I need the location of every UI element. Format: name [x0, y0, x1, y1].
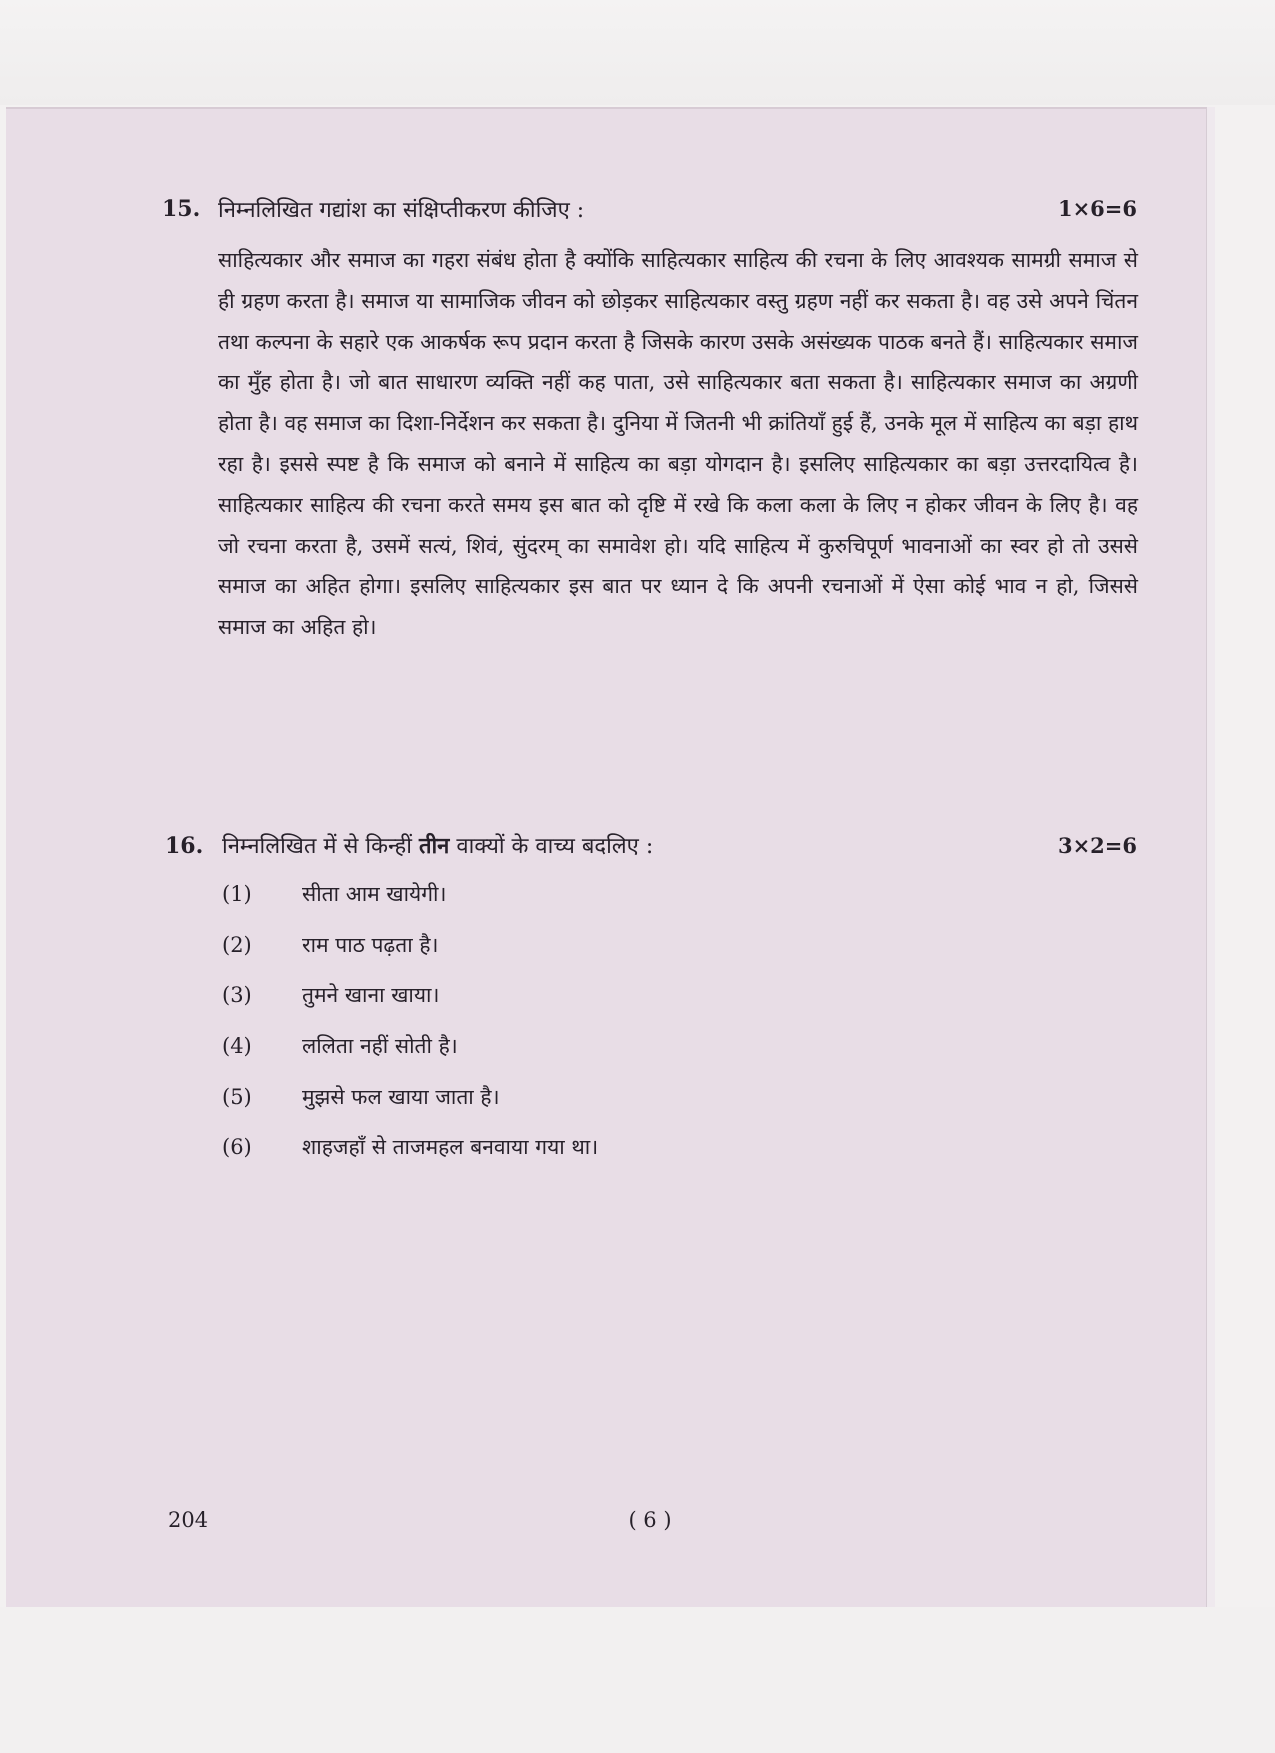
- question-16-instruction: [222, 830, 653, 860]
- list-item: [222, 981, 598, 1032]
- question-16-number: 16.: [165, 833, 204, 859]
- question-16-sentence-list: [222, 880, 598, 1184]
- list-item: [222, 931, 598, 982]
- list-item: [222, 1032, 598, 1083]
- question-15-number: 15.: [162, 196, 201, 222]
- item-number: (5): [222, 1084, 252, 1109]
- list-item: [222, 1133, 598, 1184]
- question-15-marks: 1×6=6: [1057, 196, 1137, 221]
- item-number: (3): [222, 983, 252, 1008]
- question-16-instruction-end: वाक्यों के वाच्य बदलिए :: [449, 834, 654, 859]
- page-number: ( 6 ): [628, 1508, 672, 1532]
- item-number: (6): [222, 1135, 252, 1160]
- item-number: (4): [222, 1034, 252, 1059]
- item-sentence: सीता आम खायेगी।: [302, 882, 447, 906]
- question-15-passage: साहित्यकार और समाज का गहरा संबंध होता है क्योंकि साहित्यकार साहित्य की रचना के लिए आवश्यक सामग्री समाज से ही ग्रहण करता है। समाज या सामाजिक जीवन को छोड़कर साहित्यकार वस्तु ग्रहण नहीं कर सकता है। वह उसे अपने चिंतन तथा कल्पना के सहारे एक आकर्षक रूप प्रदान करता है जिसके कारण उसके असंख्यक पाठक बनते हैं। साहित्यकार समाज का मुँह होता है। जो बात साधारण व्यक्ति नहीं कह पाता, उसे साहित्यकार बता सकता है। साहित्यकार समाज का अग्रणी होता है। वह समाज का दिशा-निर्देशन कर सकता है। दुनिया में जितनी भी क्रांतियाँ हुई हैं, उनके मूल में साहित्य का बड़ा हाथ रहा है। इससे स्पष्ट है कि समाज को बनाने में साहित्य का बड़ा योगदान है। इसलिए साहित्यकार का बड़ा उत्तरदायित्व है। साहित्यकार साहित्य की रचना करते समय इस बात को दृष्टि में रखे कि कला कला के लिए न होकर जीवन के लिए है। वह जो रचना करता है, उसमें सत्यं, शिवं, सुंदरम् का समावेश हो। यदि साहित्य में कुरुचिपूर्ण भावनाओं का स्वर हो तो उससे समाज का अहित होगा। इसलिए साहित्यकार इस बात पर ध्यान दे कि अपनी रचनाओं में ऐसा कोई भाव न हो, जिससे समाज का अहित हो।: [218, 248, 1138, 640]
- list-item: [222, 880, 598, 931]
- item-number: (1): [222, 882, 252, 906]
- item-sentence: तुमने खाना खाया।: [302, 983, 440, 1008]
- item-sentence: ललिता नहीं सोती है।: [302, 1034, 458, 1059]
- scan-background-bottom: [0, 1607, 1275, 1753]
- paper-edge: [1206, 107, 1215, 1607]
- question-16-instruction-start: निम्नलिखित में से किन्हीं: [222, 834, 419, 859]
- question-15-instruction: निम्नलिखित गद्यांश का संक्षिप्तीकरण कीजिए :: [218, 198, 585, 223]
- item-sentence: मुझसे फल खाया जाता है।: [302, 1084, 500, 1109]
- paper-code: 204: [168, 1508, 209, 1532]
- item-number: (2): [222, 932, 252, 957]
- question-16-instruction-emphasis: तीन: [418, 833, 450, 859]
- question-16-marks: 3×2=6: [1057, 833, 1137, 858]
- scan-background-top: [0, 0, 1275, 105]
- item-sentence: राम पाठ पढ़ता है।: [302, 932, 439, 957]
- list-item: [222, 1083, 598, 1134]
- item-sentence: शाहजहाँ से ताजमहल बनवाया गया था।: [302, 1135, 599, 1160]
